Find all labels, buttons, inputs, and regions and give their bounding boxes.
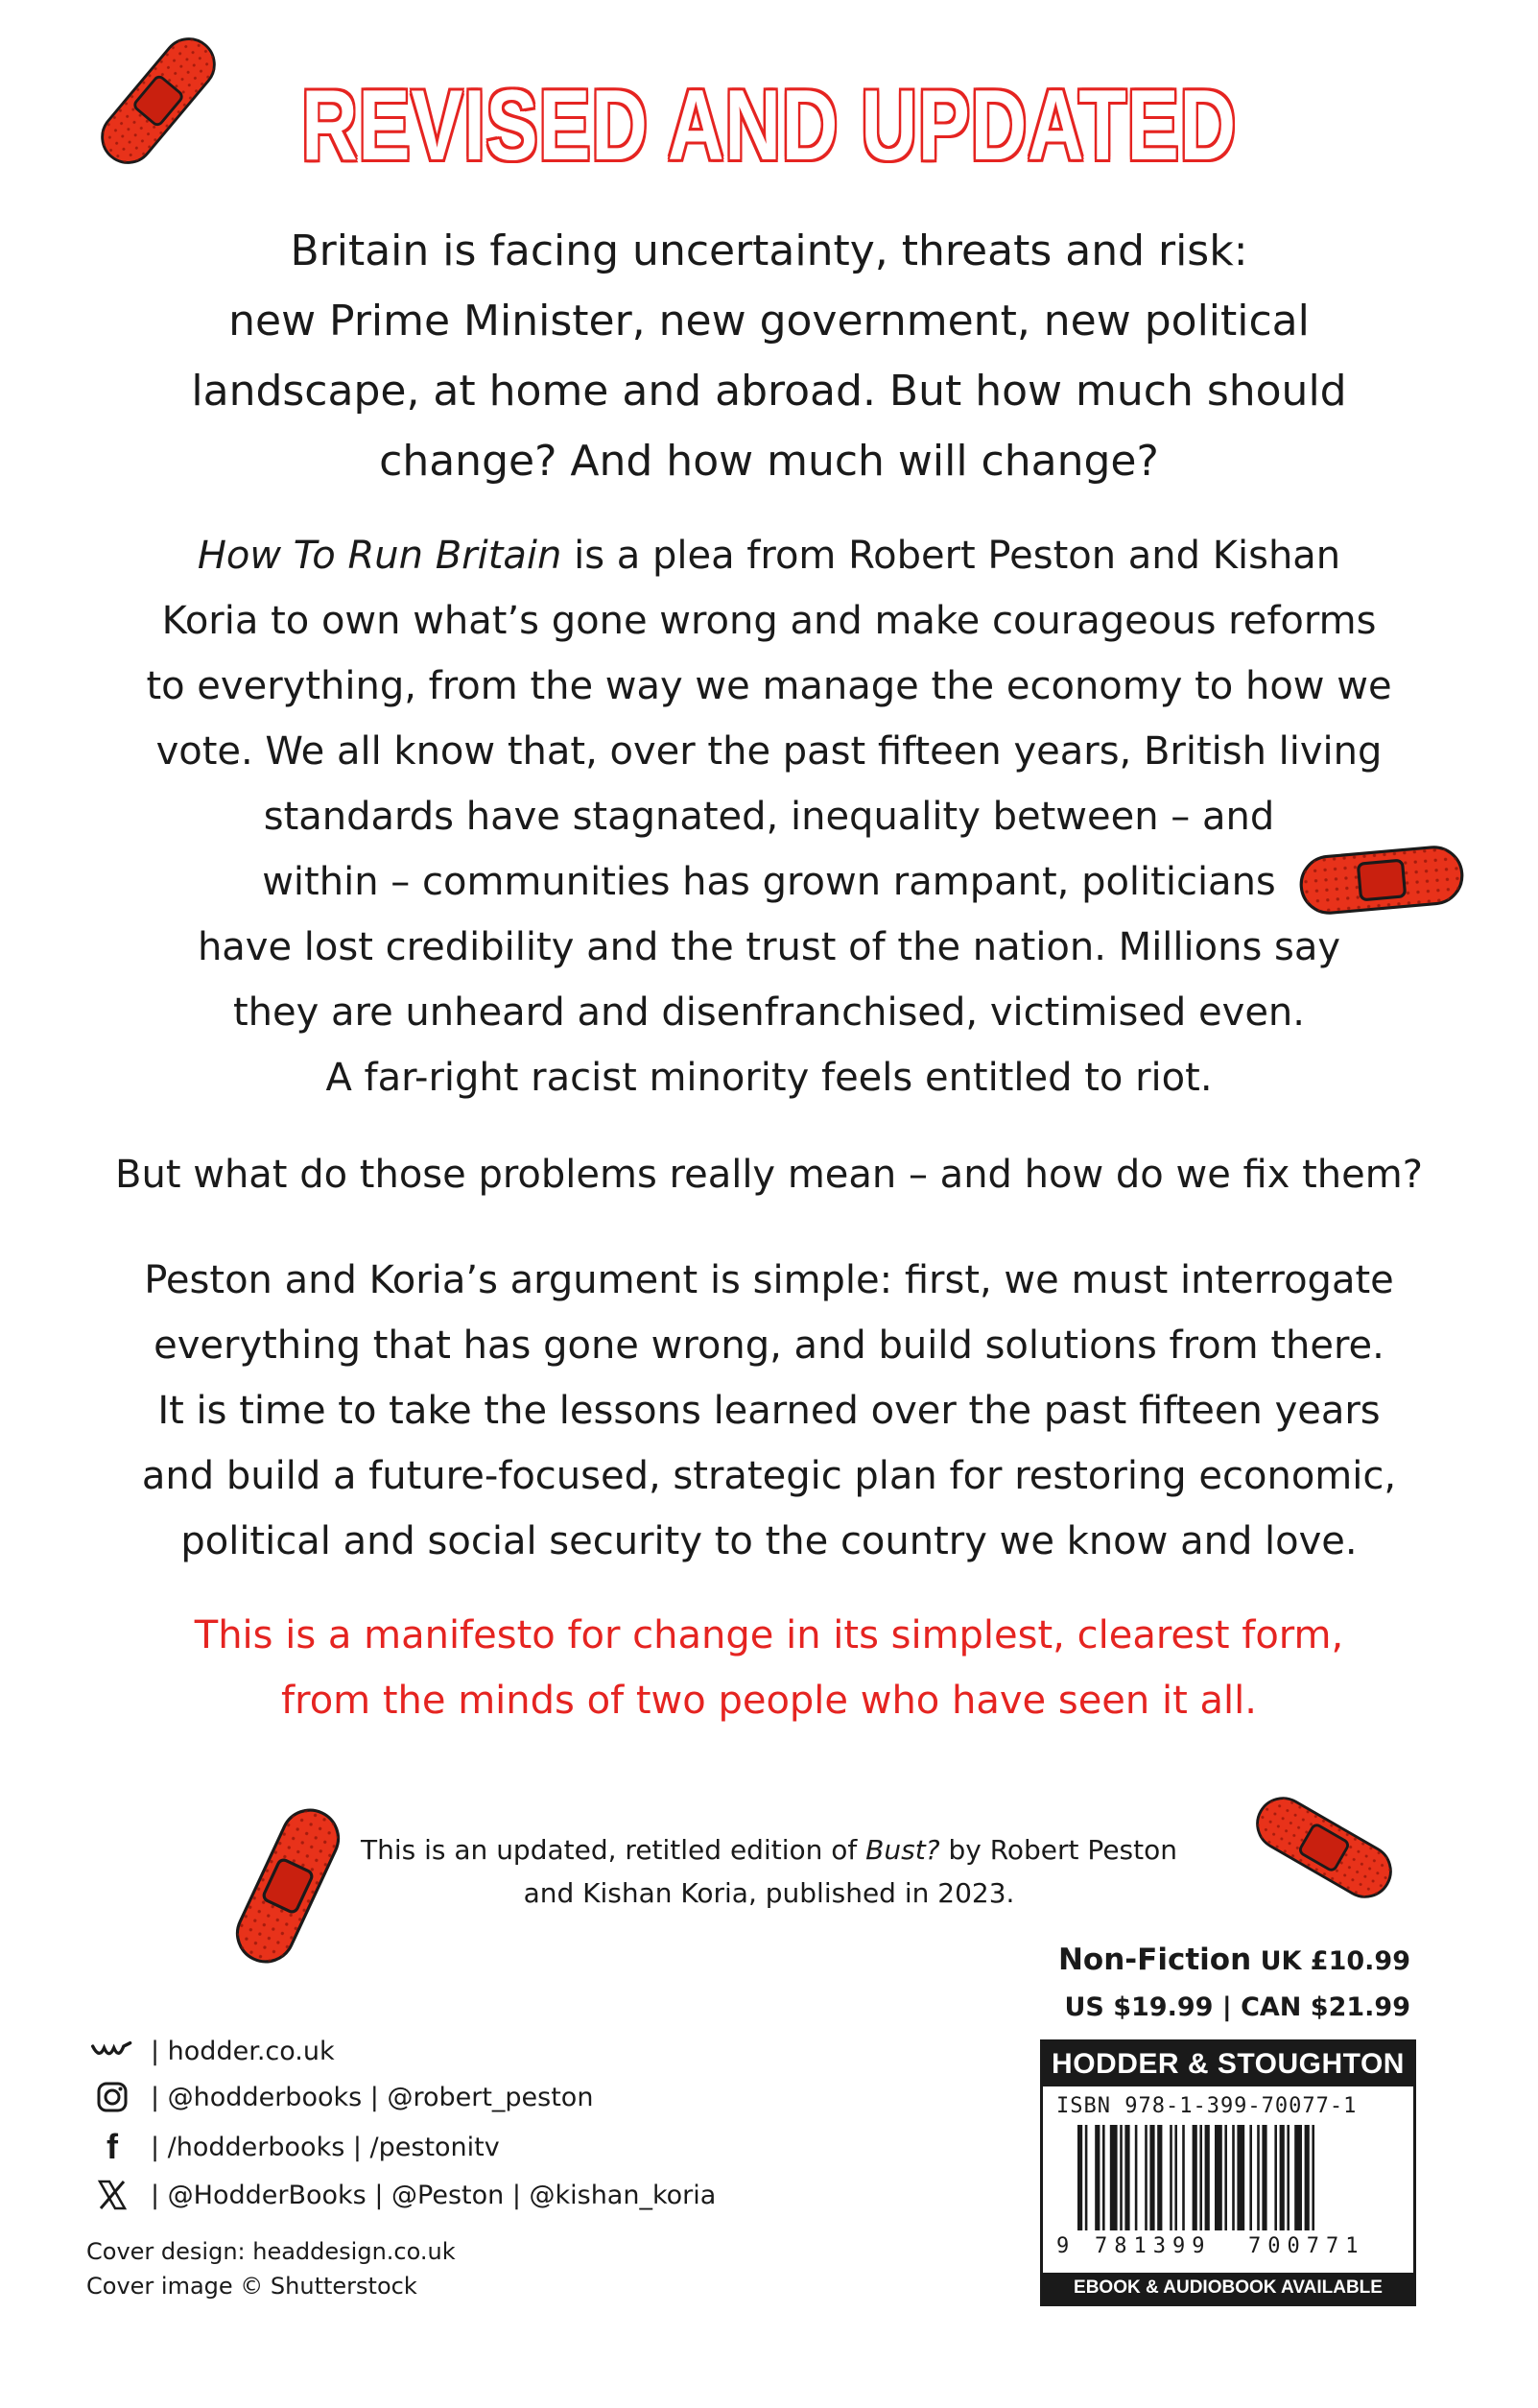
argument-line: It is time to take the lessons learned over the past fifteen years: [157, 1389, 1381, 1433]
barcode-bar: [1237, 2125, 1244, 2230]
facebook-handles[interactable]: | /hodderbooks | /pestonitv: [151, 2132, 500, 2162]
intro-line: Britain is facing uncertainty, threats and risk:: [290, 226, 1248, 275]
blurb-paragraph: [0, 523, 1538, 1110]
barcode-bar: [1287, 2125, 1290, 2230]
edition-note-line: [0, 1828, 1538, 1872]
barcode-bar: [1312, 2125, 1314, 2230]
barcode-bar: [1274, 2125, 1277, 2230]
barcode-bar: [1157, 2125, 1162, 2230]
page-title: REVISED AND UPDATED: [301, 70, 1237, 181]
previous-title: Bust?: [865, 1834, 940, 1866]
intro-line: landscape, at home and abroad. But how much should: [191, 367, 1347, 416]
edition-note-before: This is an updated, retitled edition of: [361, 1834, 866, 1866]
blurb-line: within – communities has grown rampant, politicians: [262, 860, 1276, 904]
price-line-us-can: US $19.99 | CAN $21.99: [1064, 1992, 1410, 2022]
instagram-handles[interactable]: | @hodderbooks | @robert_peston: [151, 2082, 594, 2112]
price-uk: UK £10.99: [1260, 1946, 1410, 1976]
argument-line: and build a future-focused, strategic plan for restoring economic,: [141, 1454, 1397, 1498]
barcode-bar: [1135, 2125, 1138, 2230]
barcode-bar: [1174, 2125, 1177, 2230]
manifesto-paragraph: [0, 1603, 1538, 1733]
barcode-bar: [1232, 2125, 1235, 2230]
x-icon: [91, 2179, 133, 2211]
isbn-number: ISBN 978-1-399-70077-1: [1056, 2094, 1358, 2118]
barcode-bar: [1102, 2125, 1105, 2230]
barcode-bar: [1294, 2125, 1302, 2230]
intro-line: change? And how much will change?: [379, 437, 1159, 486]
website-link[interactable]: | hodder.co.uk: [151, 2037, 335, 2066]
barcode-bar: [1257, 2125, 1260, 2230]
argument-line: everything that has gone wrong, and build solutions from there.: [154, 1323, 1384, 1368]
book-title: How To Run Britain: [197, 534, 562, 578]
cover-image-credit: Cover image © Shutterstock: [86, 2273, 417, 2300]
publisher-name: HODDER & STOUGHTON: [1043, 2042, 1413, 2086]
blurb-line: to everything, from the way we manage the economy to how we: [146, 664, 1392, 708]
barcode-bar: [1182, 2125, 1185, 2230]
social-row-website: [91, 2037, 335, 2066]
argument-line: Peston and Koria’s argument is simple: first, we must interrogate: [144, 1258, 1394, 1302]
argument-paragraph: [0, 1248, 1538, 1574]
barcode-bar: [1305, 2125, 1310, 2230]
barcode-image: [1056, 2125, 1400, 2238]
barcode-digits-right: 700771: [1248, 2234, 1365, 2258]
barcode-bar: [1193, 2125, 1197, 2230]
price-line-uk: [1058, 1943, 1410, 1977]
barcode-bar: [1124, 2125, 1129, 2230]
barcode-bar: [1095, 2125, 1100, 2230]
barcode-bar: [1215, 2125, 1222, 2230]
argument-line: political and social security to the country we know and love.: [180, 1519, 1358, 1563]
barcode-bar: [1199, 2125, 1202, 2230]
instagram-icon: [91, 2081, 133, 2113]
blurb-line: standards have stagnated, inequality between – and: [263, 795, 1275, 839]
barcode-bar: [1145, 2125, 1148, 2230]
barcode-bar: [1085, 2125, 1088, 2230]
cover-credits: [86, 2234, 456, 2303]
barcode-bar: [1224, 2125, 1227, 2230]
facebook-icon: f: [106, 2127, 118, 2166]
social-row-facebook: [91, 2127, 500, 2167]
social-row-x: [91, 2179, 716, 2211]
edition-note-line: and Kishan Koria, published in 2023.: [523, 1877, 1015, 1909]
barcode-bar: [1110, 2125, 1118, 2230]
barcode-box: [1040, 2039, 1416, 2306]
blurb-line: have lost credibility and the trust of the nation. Millions say: [197, 925, 1341, 969]
blurb-line: Koria to own what’s gone wrong and make courageous reforms: [161, 599, 1377, 643]
hodder-logo-icon: [91, 2039, 133, 2064]
barcode-bar: [1205, 2125, 1210, 2230]
barcode-bar: [1120, 2125, 1123, 2230]
blurb-line: [0, 523, 1538, 588]
intro-line: new Prime Minister, new government, new political: [228, 297, 1310, 346]
barcode-bar: [1262, 2125, 1266, 2230]
blurb-line: they are unheard and disenfranchised, victimised even.: [232, 990, 1305, 1035]
question-line: But what do those problems really mean – and how do we fix them?: [115, 1153, 1423, 1197]
edition-note-after: by Robert Peston: [939, 1834, 1177, 1866]
barcode-digit-first: 9: [1056, 2234, 1070, 2258]
barcode-bar: [1280, 2125, 1285, 2230]
ebook-audiobook-banner: EBOOK & AUDIOBOOK AVAILABLE: [1043, 2273, 1413, 2303]
blurb-first-line: is a plea from Robert Peston and Kishan: [561, 534, 1341, 578]
social-row-instagram: [91, 2081, 593, 2113]
manifesto-line: from the minds of two people who have seen it all.: [281, 1679, 1257, 1723]
barcode-bar: [1170, 2125, 1172, 2230]
blurb-line: vote. We all know that, over the past fifteen years, British living: [155, 729, 1383, 774]
barcode-digits-left: 781399: [1095, 2234, 1212, 2258]
manifesto-line: This is a manifesto for change in its simplest, clearest form,: [194, 1613, 1344, 1657]
edition-note: [0, 1828, 1538, 1915]
x-handles[interactable]: | @HodderBooks | @Peston | @kishan_koria: [151, 2180, 717, 2210]
blurb-line: A far-right racist minority feels entitled to riot.: [325, 1056, 1213, 1100]
barcode-bar: [1077, 2125, 1082, 2230]
category-label: Non-Fiction: [1057, 1943, 1252, 1977]
barcode-bar: [1249, 2125, 1252, 2230]
cover-design-credit: Cover design: headdesign.co.uk: [86, 2238, 456, 2265]
barcode-bar: [1149, 2125, 1154, 2230]
intro-paragraph: [0, 216, 1538, 496]
